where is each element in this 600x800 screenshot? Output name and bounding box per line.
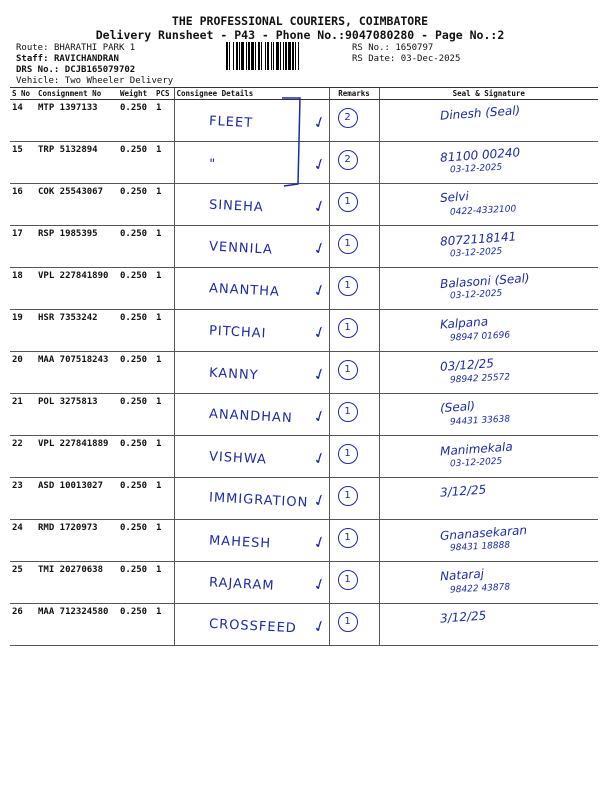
remark-circle: 1 — [338, 444, 358, 464]
consignee-handwriting: PITCHAI — [208, 323, 267, 342]
weight-cell: 0.250 — [118, 100, 154, 142]
check-mark-icon: ✓ — [310, 530, 328, 555]
signature-cell — [379, 142, 598, 184]
consignment-cell: MTP 1397133 — [36, 100, 118, 142]
signature-note-handwriting: 03-12-2025 — [449, 246, 503, 260]
sno-cell: 19 — [10, 310, 36, 352]
pcs-cell: 1 — [154, 436, 174, 478]
signature-note-handwriting: 03-12-2025 — [449, 456, 503, 470]
signature-handwriting: Selvi — [439, 189, 469, 205]
pcs-cell: 1 — [154, 268, 174, 310]
consignee-cell — [174, 478, 329, 520]
signature-cell — [379, 478, 598, 520]
check-mark-icon: ✓ — [310, 614, 328, 639]
consignment-cell: POL 3275813 — [36, 394, 118, 436]
signature-note-handwriting: 98422 43878 — [449, 582, 510, 596]
weight-cell: 0.250 — [118, 520, 154, 562]
consignment-cell: VPL 227841890 — [36, 268, 118, 310]
signature-note-handwriting: 03-12-2025 — [449, 288, 503, 302]
consignee-handwriting: KANNY — [208, 365, 259, 384]
sno-cell: 25 — [10, 562, 36, 604]
sno-cell: 23 — [10, 478, 36, 520]
col-header-weight: Weight — [118, 88, 154, 100]
remarks-cell — [310, 520, 379, 562]
signature-handwriting: 3/12/25 — [439, 608, 487, 626]
weight-cell: 0.250 — [118, 184, 154, 226]
signature-cell — [379, 562, 598, 604]
remark-circle: 1 — [338, 192, 358, 212]
signature-note-handwriting: 03-12-2025 — [449, 162, 503, 176]
consignee-cell — [174, 268, 329, 310]
table-row — [10, 226, 598, 268]
remarks-cell — [310, 184, 379, 226]
pcs-cell: 1 — [154, 184, 174, 226]
signature-cell — [379, 310, 598, 352]
signature-note-handwriting: 94431 33638 — [449, 414, 510, 428]
table-row — [10, 394, 598, 436]
consignee-handwriting: RAJARAM — [208, 575, 275, 594]
consignment-cell: VPL 227841889 — [36, 436, 118, 478]
weight-cell: 0.250 — [118, 268, 154, 310]
rs-number-label: RS No.: — [352, 43, 390, 53]
check-mark-icon: ✓ — [310, 236, 328, 261]
remark-circle: 1 — [338, 234, 358, 254]
table-row — [10, 562, 598, 604]
table-row — [10, 436, 598, 478]
remark-circle: 1 — [338, 402, 358, 422]
signature-cell — [379, 394, 598, 436]
signature-handwriting: Balasoni (Seal) — [439, 270, 530, 292]
rs-date-value: 03-Dec-2025 — [400, 54, 461, 64]
company-title: THE PROFESSIONAL COURIERS, COIMBATORE — [171, 14, 429, 28]
rs-date-label: RS Date: — [352, 54, 396, 64]
vehicle-value: Two Wheeler Delivery — [64, 76, 174, 86]
pcs-cell: 1 — [154, 562, 174, 604]
weight-cell: 0.250 — [118, 436, 154, 478]
check-mark-icon: ✓ — [310, 152, 328, 177]
consignee-cell — [174, 100, 329, 142]
remark-circle: 2 — [338, 150, 358, 170]
check-mark-icon: ✓ — [310, 488, 328, 513]
weight-cell: 0.250 — [118, 226, 154, 268]
col-header-sno: S No — [10, 88, 36, 100]
route-value: BHARATHI PARK 1 — [53, 43, 136, 53]
weight-cell: 0.250 — [118, 478, 154, 520]
remark-circle: 1 — [338, 486, 358, 506]
check-mark-icon: ✓ — [310, 278, 328, 303]
staff-label: Staff: — [16, 54, 49, 64]
consignee-handwriting: CROSSFEED — [208, 616, 297, 637]
check-mark-icon: ✓ — [310, 320, 328, 345]
consignment-cell: TRP 5132894 — [36, 142, 118, 184]
signature-cell — [379, 436, 598, 478]
signature-handwriting: Kalpana — [439, 314, 488, 332]
remarks-cell — [310, 604, 379, 646]
consignee-cell — [174, 520, 329, 562]
weight-cell: 0.250 — [118, 142, 154, 184]
sno-cell: 18 — [10, 268, 36, 310]
consignee-cell — [174, 394, 329, 436]
remark-circle: 1 — [338, 612, 358, 632]
signature-cell — [379, 226, 598, 268]
remarks-cell — [310, 142, 379, 184]
consignee-handwriting: IMMIGRATION — [208, 490, 309, 511]
signature-note-handwriting: 98942 25572 — [449, 372, 510, 386]
drs-label: DRS No.: — [16, 65, 60, 75]
runsheet-subtitle: Delivery Runsheet - P43 - Phone No.:9047080280 - Page No.:2 — [95, 28, 505, 42]
remark-circle: 1 — [338, 528, 358, 548]
pcs-cell: 1 — [154, 394, 174, 436]
consignee-cell — [174, 226, 329, 268]
consignee-cell — [174, 142, 329, 184]
pcs-cell: 1 — [154, 520, 174, 562]
check-mark-icon: ✓ — [310, 446, 328, 471]
signature-handwriting: Gnanasekaran — [439, 522, 527, 544]
sno-cell: 15 — [10, 142, 36, 184]
signature-cell — [379, 268, 598, 310]
table-row — [10, 604, 598, 646]
signature-cell — [379, 520, 598, 562]
consignee-cell — [174, 436, 329, 478]
consignment-cell: RSP 1985395 — [36, 226, 118, 268]
consignment-cell: COK 25543067 — [36, 184, 118, 226]
col-header-pcs: PCS — [154, 88, 174, 100]
signature-note-handwriting: 0422-4332100 — [449, 204, 516, 218]
remark-circle: 1 — [338, 570, 358, 590]
signature-note-handwriting: 98947 01696 — [449, 330, 510, 344]
col-header-consignment: Consignment No — [36, 88, 118, 100]
remarks-cell — [310, 268, 379, 310]
signature-cell — [379, 604, 598, 646]
signature-note-handwriting: 98431 18888 — [449, 540, 510, 554]
sno-cell: 22 — [10, 436, 36, 478]
sno-cell: 17 — [10, 226, 36, 268]
consignee-cell — [174, 562, 329, 604]
consignment-cell: HSR 7353242 — [36, 310, 118, 352]
barcode-image — [226, 42, 348, 70]
pcs-cell: 1 — [154, 100, 174, 142]
weight-cell: 0.250 — [118, 562, 154, 604]
pcs-cell: 1 — [154, 604, 174, 646]
sno-cell: 20 — [10, 352, 36, 394]
signature-handwriting: 8072118141 — [439, 229, 517, 249]
weight-cell: 0.250 — [118, 310, 154, 352]
signature-handwriting: Dinesh (Seal) — [439, 103, 521, 123]
check-mark-icon: ✓ — [310, 194, 328, 219]
sno-cell: 14 — [10, 100, 36, 142]
remark-circle: 1 — [338, 360, 358, 380]
consignee-handwriting: " — [208, 156, 216, 173]
consignee-cell — [174, 184, 329, 226]
check-mark-icon: ✓ — [310, 362, 328, 387]
weight-cell: 0.250 — [118, 352, 154, 394]
remarks-cell — [310, 436, 379, 478]
route-label: Route: — [16, 43, 49, 53]
signature-handwriting: Nataraj — [439, 566, 484, 584]
remark-circle: 1 — [338, 318, 358, 338]
vehicle-label: Vehicle: — [16, 76, 60, 86]
sno-cell: 26 — [10, 604, 36, 646]
signature-handwriting: (Seal) — [439, 398, 476, 416]
signature-cell — [379, 352, 598, 394]
staff-value: RAVICHANDRAN — [53, 54, 119, 64]
remark-circle: 1 — [338, 276, 358, 296]
signature-handwriting: 03/12/25 — [439, 356, 494, 374]
col-header-remarks: Remarks — [329, 88, 379, 100]
remarks-cell — [310, 562, 379, 604]
signature-handwriting: 81100 00240 — [439, 145, 521, 165]
consignment-cell: RMD 1720973 — [36, 520, 118, 562]
consignee-cell — [174, 352, 329, 394]
delivery-table — [10, 87, 598, 646]
rs-number-value: 1650797 — [395, 43, 434, 53]
col-header-consignee: Consignee Details — [174, 88, 329, 100]
table-row — [10, 142, 598, 184]
remarks-cell — [310, 310, 379, 352]
weight-cell: 0.250 — [118, 604, 154, 646]
table-row — [10, 184, 598, 226]
consignee-handwriting: ANANDHAN — [208, 406, 293, 427]
table-header-row — [10, 88, 598, 100]
consignee-cell — [174, 310, 329, 352]
signature-cell — [379, 184, 598, 226]
consignment-cell: MAA 707518243 — [36, 352, 118, 394]
consignment-cell: ASD 10013027 — [36, 478, 118, 520]
consignee-handwriting: VISHWA — [208, 449, 267, 468]
consignee-cell — [174, 604, 329, 646]
remarks-cell — [310, 478, 379, 520]
check-mark-icon: ✓ — [310, 110, 328, 135]
table-row — [10, 478, 598, 520]
pcs-cell: 1 — [154, 142, 174, 184]
table-row — [10, 100, 598, 142]
consignee-handwriting: SINEHA — [208, 197, 264, 216]
check-mark-icon: ✓ — [310, 572, 328, 597]
signature-handwriting: Manimekala — [439, 439, 513, 459]
remarks-cell — [310, 394, 379, 436]
check-mark-icon: ✓ — [310, 404, 328, 429]
pcs-cell: 1 — [154, 478, 174, 520]
rs-date-line — [352, 53, 460, 65]
remarks-cell — [310, 352, 379, 394]
table-row — [10, 310, 598, 352]
vehicle-line — [16, 75, 173, 87]
col-header-seal: Seal & Signature — [379, 88, 598, 100]
consignee-handwriting: FLEET — [208, 113, 253, 132]
weight-cell: 0.250 — [118, 394, 154, 436]
pcs-cell: 1 — [154, 226, 174, 268]
consignee-handwriting: ANANTHA — [208, 281, 280, 300]
signature-handwriting: 3/12/25 — [439, 482, 487, 500]
remark-circle: 2 — [338, 108, 358, 128]
table-row — [10, 352, 598, 394]
table-row — [10, 520, 598, 562]
consignment-cell: MAA 712324580 — [36, 604, 118, 646]
remarks-cell — [310, 226, 379, 268]
drs-value: DCJB165079702 — [64, 65, 136, 75]
consignee-handwriting: VENNILA — [208, 239, 273, 258]
sno-cell: 24 — [10, 520, 36, 562]
consignee-handwriting: MAHESH — [208, 533, 271, 552]
pcs-cell: 1 — [154, 310, 174, 352]
sno-cell: 21 — [10, 394, 36, 436]
pcs-cell: 1 — [154, 352, 174, 394]
consignment-cell: TMI 20270638 — [36, 562, 118, 604]
table-row — [10, 268, 598, 310]
signature-cell — [379, 100, 598, 142]
remarks-cell — [310, 100, 379, 142]
sno-cell: 16 — [10, 184, 36, 226]
